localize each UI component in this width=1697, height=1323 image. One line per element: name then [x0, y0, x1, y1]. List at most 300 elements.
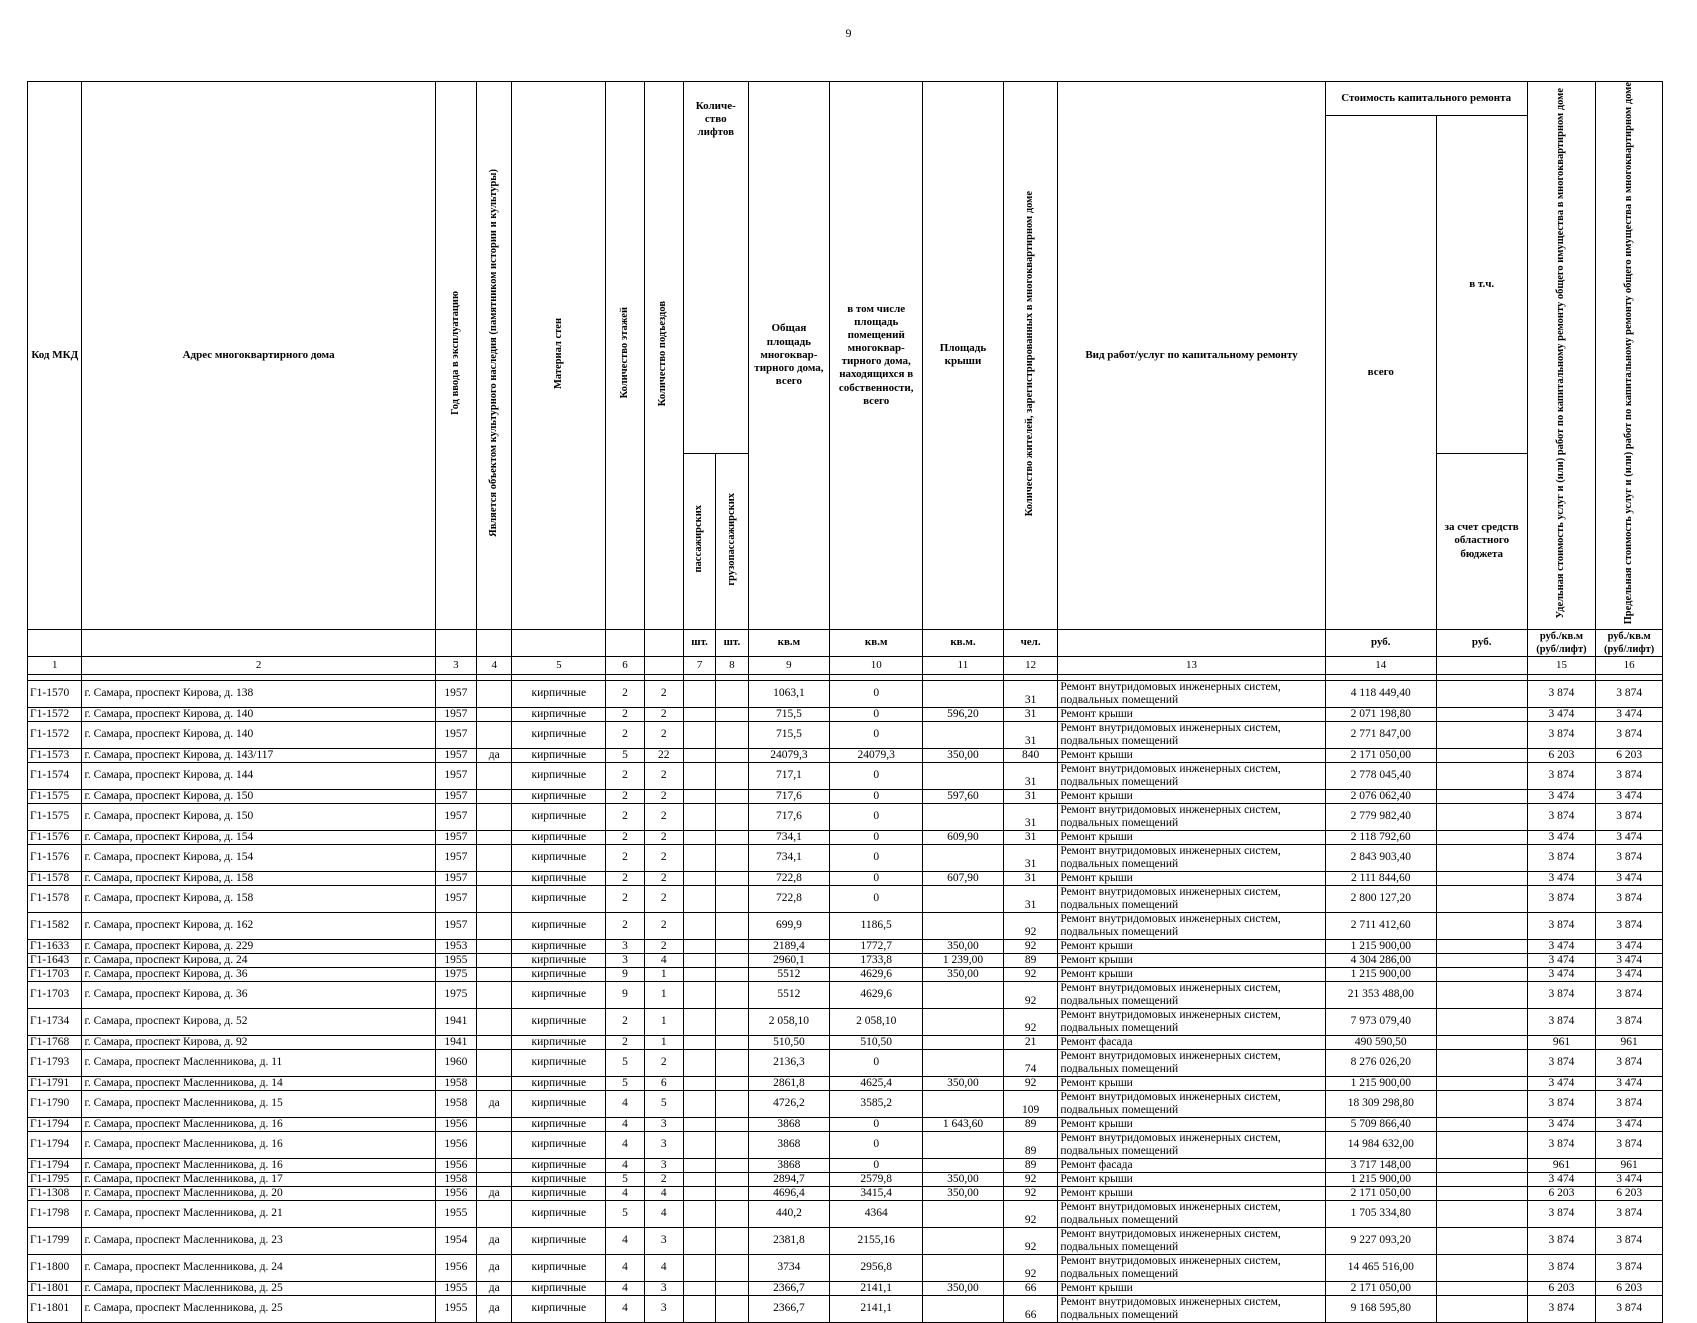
material-cell: кирпичные — [512, 953, 606, 967]
total-area-cell: 5512 — [748, 981, 830, 1008]
passenger-lifts-cell — [683, 844, 715, 871]
total-area-cell: 2861,8 — [748, 1076, 830, 1090]
heritage-cell: да — [477, 1295, 512, 1322]
regional-cost-cell — [1436, 981, 1527, 1008]
material-cell: кирпичные — [512, 1227, 606, 1254]
owned-area-cell: 4629,6 — [830, 981, 923, 1008]
heritage-cell — [477, 871, 512, 885]
work-type-cell: Ремонт внутридомовых инженерных систем, подвальных помещений — [1058, 1254, 1325, 1281]
material-cell: кирпичные — [512, 885, 606, 912]
limit-cost-cell: 3 874 — [1596, 762, 1663, 789]
column-number: 9 — [748, 656, 830, 674]
table-row — [28, 1172, 1663, 1186]
floors-cell: 4 — [606, 1158, 644, 1172]
floors-cell: 4 — [606, 1254, 644, 1281]
passenger-lifts-cell — [683, 1035, 715, 1049]
address-cell: г. Самара, проспект Кирова, д. 36 — [82, 967, 435, 981]
roof-area-cell: 350,00 — [923, 748, 1004, 762]
total-area-cell: 3868 — [748, 1117, 830, 1131]
limit-cost-cell: 3 874 — [1596, 844, 1663, 871]
floors-cell: 9 — [606, 981, 644, 1008]
work-type-cell: Ремонт внутридомовых инженерных систем, подвальных помещений — [1058, 844, 1325, 871]
limit-cost-cell: 3 874 — [1596, 1254, 1663, 1281]
entrances-cell: 2 — [644, 707, 683, 721]
year-cell: 1957 — [435, 830, 476, 844]
entrances-cell: 2 — [644, 762, 683, 789]
floors-cell: 2 — [606, 1035, 644, 1049]
total-area-cell: 2366,7 — [748, 1281, 830, 1295]
floors-cell: 2 — [606, 789, 644, 803]
limit-cost-cell: 3 474 — [1596, 1076, 1663, 1090]
code-cell: Г1-1794 — [28, 1131, 82, 1158]
table-row — [28, 1008, 1663, 1035]
heritage-cell — [477, 1049, 512, 1076]
table-row — [28, 1090, 1663, 1117]
passenger-lifts-cell — [683, 871, 715, 885]
limit-cost-cell: 3 874 — [1596, 1131, 1663, 1158]
roof-area-cell: 1 239,00 — [923, 953, 1004, 967]
cost-total-cell: 2 800 127,20 — [1325, 885, 1436, 912]
total-area-cell: 2136,3 — [748, 1049, 830, 1076]
code-cell: Г1-1793 — [28, 1049, 82, 1076]
total-area-cell: 734,1 — [748, 830, 830, 844]
code-cell: Г1-1578 — [28, 885, 82, 912]
entrances-cell: 3 — [644, 1117, 683, 1131]
total-area-cell: 717,6 — [748, 803, 830, 830]
owned-area-cell: 1186,5 — [830, 912, 923, 939]
header-entrances: Количество подъездов — [657, 300, 669, 406]
floors-cell: 3 — [606, 953, 644, 967]
entrances-cell: 2 — [644, 830, 683, 844]
cargo-lifts-cell — [716, 1186, 748, 1200]
heritage-cell — [477, 1158, 512, 1172]
address-cell: г. Самара, проспект Кирова, д. 144 — [82, 762, 435, 789]
material-cell: кирпичные — [512, 844, 606, 871]
regional-cost-cell — [1436, 967, 1527, 981]
material-cell: кирпичные — [512, 981, 606, 1008]
table-row — [28, 1200, 1663, 1227]
work-type-cell: Ремонт крыши — [1058, 871, 1325, 885]
passenger-lifts-cell — [683, 1158, 715, 1172]
table-row — [28, 967, 1663, 981]
owned-area-cell: 0 — [830, 707, 923, 721]
entrances-cell: 2 — [644, 939, 683, 953]
roof-area-cell: 596,20 — [923, 707, 1004, 721]
roof-area-cell — [923, 1158, 1004, 1172]
table-row — [28, 912, 1663, 939]
heritage-cell — [477, 762, 512, 789]
year-cell: 1957 — [435, 885, 476, 912]
residents-cell: 31 — [1003, 803, 1057, 830]
limit-cost-cell: 3 874 — [1596, 1008, 1663, 1035]
limit-cost-cell: 3 874 — [1596, 1049, 1663, 1076]
passenger-lifts-cell — [683, 721, 715, 748]
heritage-cell — [477, 789, 512, 803]
residents-cell: 66 — [1003, 1281, 1057, 1295]
year-cell: 1957 — [435, 803, 476, 830]
entrances-cell: 3 — [644, 1131, 683, 1158]
year-cell: 1960 — [435, 1049, 476, 1076]
unit-cost-cell: 961 — [1527, 1158, 1596, 1172]
limit-cost-cell: 961 — [1596, 1158, 1663, 1172]
address-cell: г. Самара, проспект Кирова, д. 154 — [82, 830, 435, 844]
regional-cost-cell — [1436, 1035, 1527, 1049]
year-cell: 1957 — [435, 871, 476, 885]
cost-total-cell: 18 309 298,80 — [1325, 1090, 1436, 1117]
column-number: 10 — [830, 656, 923, 674]
cost-total-cell: 21 353 488,00 — [1325, 981, 1436, 1008]
cargo-lifts-cell — [716, 981, 748, 1008]
entrances-cell: 2 — [644, 871, 683, 885]
work-type-cell: Ремонт внутридомовых инженерных систем, подвальных помещений — [1058, 721, 1325, 748]
roof-area-cell: 350,00 — [923, 967, 1004, 981]
entrances-cell: 3 — [644, 1227, 683, 1254]
work-type-cell: Ремонт крыши — [1058, 1281, 1325, 1295]
passenger-lifts-cell — [683, 762, 715, 789]
column-number: 14 — [1325, 656, 1436, 674]
heritage-cell: да — [477, 1281, 512, 1295]
unit-cost-cell: 3 874 — [1527, 762, 1596, 789]
header-material: Материал стен — [552, 317, 564, 389]
entrances-cell: 6 — [644, 1076, 683, 1090]
total-area-cell: 2 058,10 — [748, 1008, 830, 1035]
roof-area-cell — [923, 1254, 1004, 1281]
table-row — [28, 885, 1663, 912]
passenger-lifts-cell — [683, 1049, 715, 1076]
residents-cell: 89 — [1003, 1131, 1057, 1158]
cargo-lifts-cell — [716, 1254, 748, 1281]
unit-cost-cell: 3 474 — [1527, 1172, 1596, 1186]
passenger-lifts-cell — [683, 1254, 715, 1281]
regional-cost-cell — [1436, 1200, 1527, 1227]
cost-total-cell: 2 076 062,40 — [1325, 789, 1436, 803]
header-heritage: Является объектом культурного наследия (памятником истории и культуры) — [487, 169, 499, 538]
header-lifts: Количе-ство лифтов — [683, 82, 748, 454]
column-numbers-row — [28, 656, 1663, 674]
residents-cell: 92 — [1003, 1008, 1057, 1035]
table-row — [28, 1254, 1663, 1281]
year-cell: 1941 — [435, 1008, 476, 1035]
table-body — [28, 680, 1663, 1322]
address-cell: г. Самара, проспект Кирова, д. 36 — [82, 981, 435, 1008]
residents-cell: 89 — [1003, 1117, 1057, 1131]
roof-area-cell — [923, 885, 1004, 912]
cost-total-cell: 2 171 050,00 — [1325, 1186, 1436, 1200]
regional-cost-cell — [1436, 1008, 1527, 1035]
cargo-lifts-cell — [716, 1281, 748, 1295]
cost-total-cell: 1 215 900,00 — [1325, 967, 1436, 981]
cost-total-cell: 2 711 412,60 — [1325, 912, 1436, 939]
work-type-cell: Ремонт внутридомовых инженерных систем, подвальных помещений — [1058, 1008, 1325, 1035]
entrances-cell: 2 — [644, 721, 683, 748]
regional-cost-cell — [1436, 1158, 1527, 1172]
work-type-cell: Ремонт крыши — [1058, 1172, 1325, 1186]
residents-cell: 31 — [1003, 789, 1057, 803]
work-type-cell: Ремонт крыши — [1058, 830, 1325, 844]
passenger-lifts-cell — [683, 680, 715, 707]
unit-cost-cell: 3 874 — [1527, 680, 1596, 707]
cargo-lifts-cell — [716, 939, 748, 953]
code-cell: Г1-1768 — [28, 1035, 82, 1049]
floors-cell: 2 — [606, 871, 644, 885]
column-number: 12 — [1003, 656, 1057, 674]
table-row — [28, 1035, 1663, 1049]
unit-cost-cell: 3 874 — [1527, 1131, 1596, 1158]
cost-total-cell: 2 171 050,00 — [1325, 748, 1436, 762]
year-cell: 1975 — [435, 981, 476, 1008]
passenger-lifts-cell — [683, 1076, 715, 1090]
unit-cost-cell: 3 874 — [1527, 1008, 1596, 1035]
material-cell: кирпичные — [512, 1172, 606, 1186]
code-cell: Г1-1794 — [28, 1117, 82, 1131]
owned-area-cell: 2956,8 — [830, 1254, 923, 1281]
roof-area-cell — [923, 680, 1004, 707]
floors-cell: 2 — [606, 885, 644, 912]
floors-cell: 2 — [606, 680, 644, 707]
address-cell: г. Самара, проспект Масленникова, д. 25 — [82, 1281, 435, 1295]
regional-cost-cell — [1436, 871, 1527, 885]
regional-cost-cell — [1436, 1254, 1527, 1281]
roof-area-cell — [923, 1227, 1004, 1254]
entrances-cell: 4 — [644, 953, 683, 967]
material-cell: кирпичные — [512, 721, 606, 748]
page-number: 9 — [845, 26, 852, 40]
limit-cost-cell: 3 474 — [1596, 707, 1663, 721]
roof-area-cell — [923, 803, 1004, 830]
address-cell: г. Самара, проспект Масленникова, д. 25 — [82, 1295, 435, 1322]
address-cell: г. Самара, проспект Масленникова, д. 17 — [82, 1172, 435, 1186]
passenger-lifts-cell — [683, 830, 715, 844]
heritage-cell — [477, 885, 512, 912]
passenger-lifts-cell — [683, 1172, 715, 1186]
limit-cost-cell: 3 474 — [1596, 830, 1663, 844]
residents-cell: 92 — [1003, 939, 1057, 953]
address-cell: г. Самара, проспект Кирова, д. 229 — [82, 939, 435, 953]
address-cell: г. Самара, проспект Кирова, д. 138 — [82, 680, 435, 707]
entrances-cell: 2 — [644, 885, 683, 912]
cargo-lifts-cell — [716, 707, 748, 721]
total-area-cell: 699,9 — [748, 912, 830, 939]
header-total-area: Общая площадь многоквар-тирного дома, всего — [748, 82, 830, 630]
heritage-cell — [477, 830, 512, 844]
entrances-cell: 2 — [644, 803, 683, 830]
unit-cost-cell: 3 874 — [1527, 721, 1596, 748]
code-cell: Г1-1572 — [28, 721, 82, 748]
passenger-lifts-cell — [683, 789, 715, 803]
roof-area-cell — [923, 1131, 1004, 1158]
unit-cost-cell: 6 203 — [1527, 1186, 1596, 1200]
address-cell: г. Самара, проспект Масленникова, д. 15 — [82, 1090, 435, 1117]
total-area-cell: 715,5 — [748, 707, 830, 721]
table-row — [28, 1186, 1663, 1200]
unit-cost-cell: 3 874 — [1527, 885, 1596, 912]
heritage-cell — [477, 844, 512, 871]
entrances-cell: 4 — [644, 1186, 683, 1200]
entrances-cell: 1 — [644, 967, 683, 981]
year-cell: 1955 — [435, 1281, 476, 1295]
year-cell: 1958 — [435, 1172, 476, 1186]
year-cell: 1957 — [435, 707, 476, 721]
owned-area-cell: 0 — [830, 762, 923, 789]
owned-area-cell: 2155,16 — [830, 1227, 923, 1254]
unit-cost-cell: 3 474 — [1527, 1076, 1596, 1090]
unit-cost-cell: 3 874 — [1527, 1295, 1596, 1322]
limit-cost-cell: 3 474 — [1596, 953, 1663, 967]
code-cell: Г1-1633 — [28, 939, 82, 953]
column-number: 11 — [923, 656, 1004, 674]
work-type-cell: Ремонт фасада — [1058, 1035, 1325, 1049]
cargo-lifts-cell — [716, 844, 748, 871]
unit-cost-cell: 3 874 — [1527, 1254, 1596, 1281]
material-cell: кирпичные — [512, 1090, 606, 1117]
roof-area-cell — [923, 762, 1004, 789]
regional-cost-cell — [1436, 1295, 1527, 1322]
cost-total-cell: 2 071 198,80 — [1325, 707, 1436, 721]
total-area-cell: 24079,3 — [748, 748, 830, 762]
passenger-lifts-cell — [683, 953, 715, 967]
entrances-cell: 1 — [644, 1008, 683, 1035]
code-cell: Г1-1799 — [28, 1227, 82, 1254]
heritage-cell: да — [477, 748, 512, 762]
address-cell: г. Самара, проспект Масленникова, д. 11 — [82, 1049, 435, 1076]
floors-cell: 4 — [606, 1090, 644, 1117]
owned-area-cell: 1772,7 — [830, 939, 923, 953]
entrances-cell: 3 — [644, 1295, 683, 1322]
header-roof-area: Площадь крыши — [923, 82, 1004, 630]
material-cell: кирпичные — [512, 1295, 606, 1322]
work-type-cell: Ремонт внутридомовых инженерных систем, подвальных помещений — [1058, 680, 1325, 707]
cost-total-cell: 5 709 866,40 — [1325, 1117, 1436, 1131]
roof-area-cell — [923, 1049, 1004, 1076]
unit-roof-area: кв.м. — [923, 629, 1004, 656]
header-limit-cost: Предельная стоимость услуг и (или) работ по капитальному ремонту общего имущества в многоквартирном доме — [1622, 82, 1634, 625]
regional-cost-cell — [1436, 1076, 1527, 1090]
cargo-lifts-cell — [716, 885, 748, 912]
year-cell: 1957 — [435, 762, 476, 789]
total-area-cell: 2189,4 — [748, 939, 830, 953]
owned-area-cell: 0 — [830, 1131, 923, 1158]
address-cell: г. Самара, проспект Масленникова, д. 14 — [82, 1076, 435, 1090]
column-number: 16 — [1596, 656, 1663, 674]
owned-area-cell: 0 — [830, 1117, 923, 1131]
column-number: 6 — [606, 656, 644, 674]
table-row — [28, 1281, 1663, 1295]
limit-cost-cell: 6 203 — [1596, 1281, 1663, 1295]
heritage-cell: да — [477, 1186, 512, 1200]
total-area-cell: 722,8 — [748, 871, 830, 885]
limit-cost-cell: 3 874 — [1596, 1200, 1663, 1227]
owned-area-cell: 4364 — [830, 1200, 923, 1227]
cost-total-cell: 2 118 792,60 — [1325, 830, 1436, 844]
roof-area-cell — [923, 981, 1004, 1008]
total-area-cell: 715,5 — [748, 721, 830, 748]
code-cell: Г1-1790 — [28, 1090, 82, 1117]
cost-total-cell: 9 227 093,20 — [1325, 1227, 1436, 1254]
material-cell: кирпичные — [512, 680, 606, 707]
year-cell: 1941 — [435, 1035, 476, 1049]
owned-area-cell: 2141,1 — [830, 1295, 923, 1322]
regional-cost-cell — [1436, 803, 1527, 830]
cost-total-cell: 7 973 079,40 — [1325, 1008, 1436, 1035]
material-cell: кирпичные — [512, 707, 606, 721]
cost-total-cell: 9 168 595,80 — [1325, 1295, 1436, 1322]
total-area-cell: 717,6 — [748, 789, 830, 803]
code-cell: Г1-1575 — [28, 803, 82, 830]
limit-cost-cell: 3 874 — [1596, 912, 1663, 939]
cargo-lifts-cell — [716, 1076, 748, 1090]
material-cell: кирпичные — [512, 1035, 606, 1049]
regional-cost-cell — [1436, 939, 1527, 953]
passenger-lifts-cell — [683, 967, 715, 981]
unit-cargo: шт. — [716, 629, 748, 656]
address-cell: г. Самара, проспект Масленникова, д. 21 — [82, 1200, 435, 1227]
cargo-lifts-cell — [716, 1172, 748, 1186]
floors-cell: 9 — [606, 967, 644, 981]
entrances-cell: 2 — [644, 680, 683, 707]
regional-cost-cell — [1436, 885, 1527, 912]
column-number — [1436, 656, 1527, 674]
heritage-cell — [477, 1172, 512, 1186]
header-work-type: Вид работ/услуг по капитальному ремонту — [1058, 82, 1325, 630]
residents-cell: 92 — [1003, 912, 1057, 939]
residents-cell: 31 — [1003, 830, 1057, 844]
material-cell: кирпичные — [512, 1117, 606, 1131]
passenger-lifts-cell — [683, 1117, 715, 1131]
owned-area-cell: 24079,3 — [830, 748, 923, 762]
unit-cost-cell: 3 874 — [1527, 844, 1596, 871]
regional-cost-cell — [1436, 680, 1527, 707]
address-cell: г. Самара, проспект Кирова, д. 92 — [82, 1035, 435, 1049]
total-area-cell: 510,50 — [748, 1035, 830, 1049]
work-type-cell: Ремонт крыши — [1058, 789, 1325, 803]
heritage-cell — [477, 680, 512, 707]
residents-cell: 92 — [1003, 1172, 1057, 1186]
year-cell: 1975 — [435, 967, 476, 981]
year-cell: 1955 — [435, 1200, 476, 1227]
cargo-lifts-cell — [716, 1035, 748, 1049]
address-cell: г. Самара, проспект Кирова, д. 140 — [82, 707, 435, 721]
residents-cell: 31 — [1003, 762, 1057, 789]
floors-cell: 4 — [606, 1117, 644, 1131]
code-cell: Г1-1576 — [28, 844, 82, 871]
residents-cell: 92 — [1003, 1227, 1057, 1254]
total-area-cell: 3868 — [748, 1158, 830, 1172]
work-type-cell: Ремонт внутридомовых инженерных систем, подвальных помещений — [1058, 762, 1325, 789]
regional-cost-cell — [1436, 721, 1527, 748]
roof-area-cell — [923, 1008, 1004, 1035]
owned-area-cell: 0 — [830, 844, 923, 871]
floors-cell: 5 — [606, 1200, 644, 1227]
cargo-lifts-cell — [716, 1049, 748, 1076]
address-cell: г. Самара, проспект Кирова, д. 162 — [82, 912, 435, 939]
material-cell: кирпичные — [512, 1049, 606, 1076]
passenger-lifts-cell — [683, 1090, 715, 1117]
limit-cost-cell: 961 — [1596, 1035, 1663, 1049]
address-cell: г. Самара, проспект Масленникова, д. 23 — [82, 1227, 435, 1254]
heritage-cell — [477, 981, 512, 1008]
heritage-cell — [477, 1117, 512, 1131]
cargo-lifts-cell — [716, 830, 748, 844]
total-area-cell: 3734 — [748, 1254, 830, 1281]
passenger-lifts-cell — [683, 1186, 715, 1200]
regional-cost-cell — [1436, 1117, 1527, 1131]
owned-area-cell: 0 — [830, 721, 923, 748]
cargo-lifts-cell — [716, 1227, 748, 1254]
address-cell: г. Самара, проспект Кирова, д. 158 — [82, 871, 435, 885]
unit-cost-cell: 3 874 — [1527, 1227, 1596, 1254]
material-cell: кирпичные — [512, 1076, 606, 1090]
cargo-lifts-cell — [716, 789, 748, 803]
